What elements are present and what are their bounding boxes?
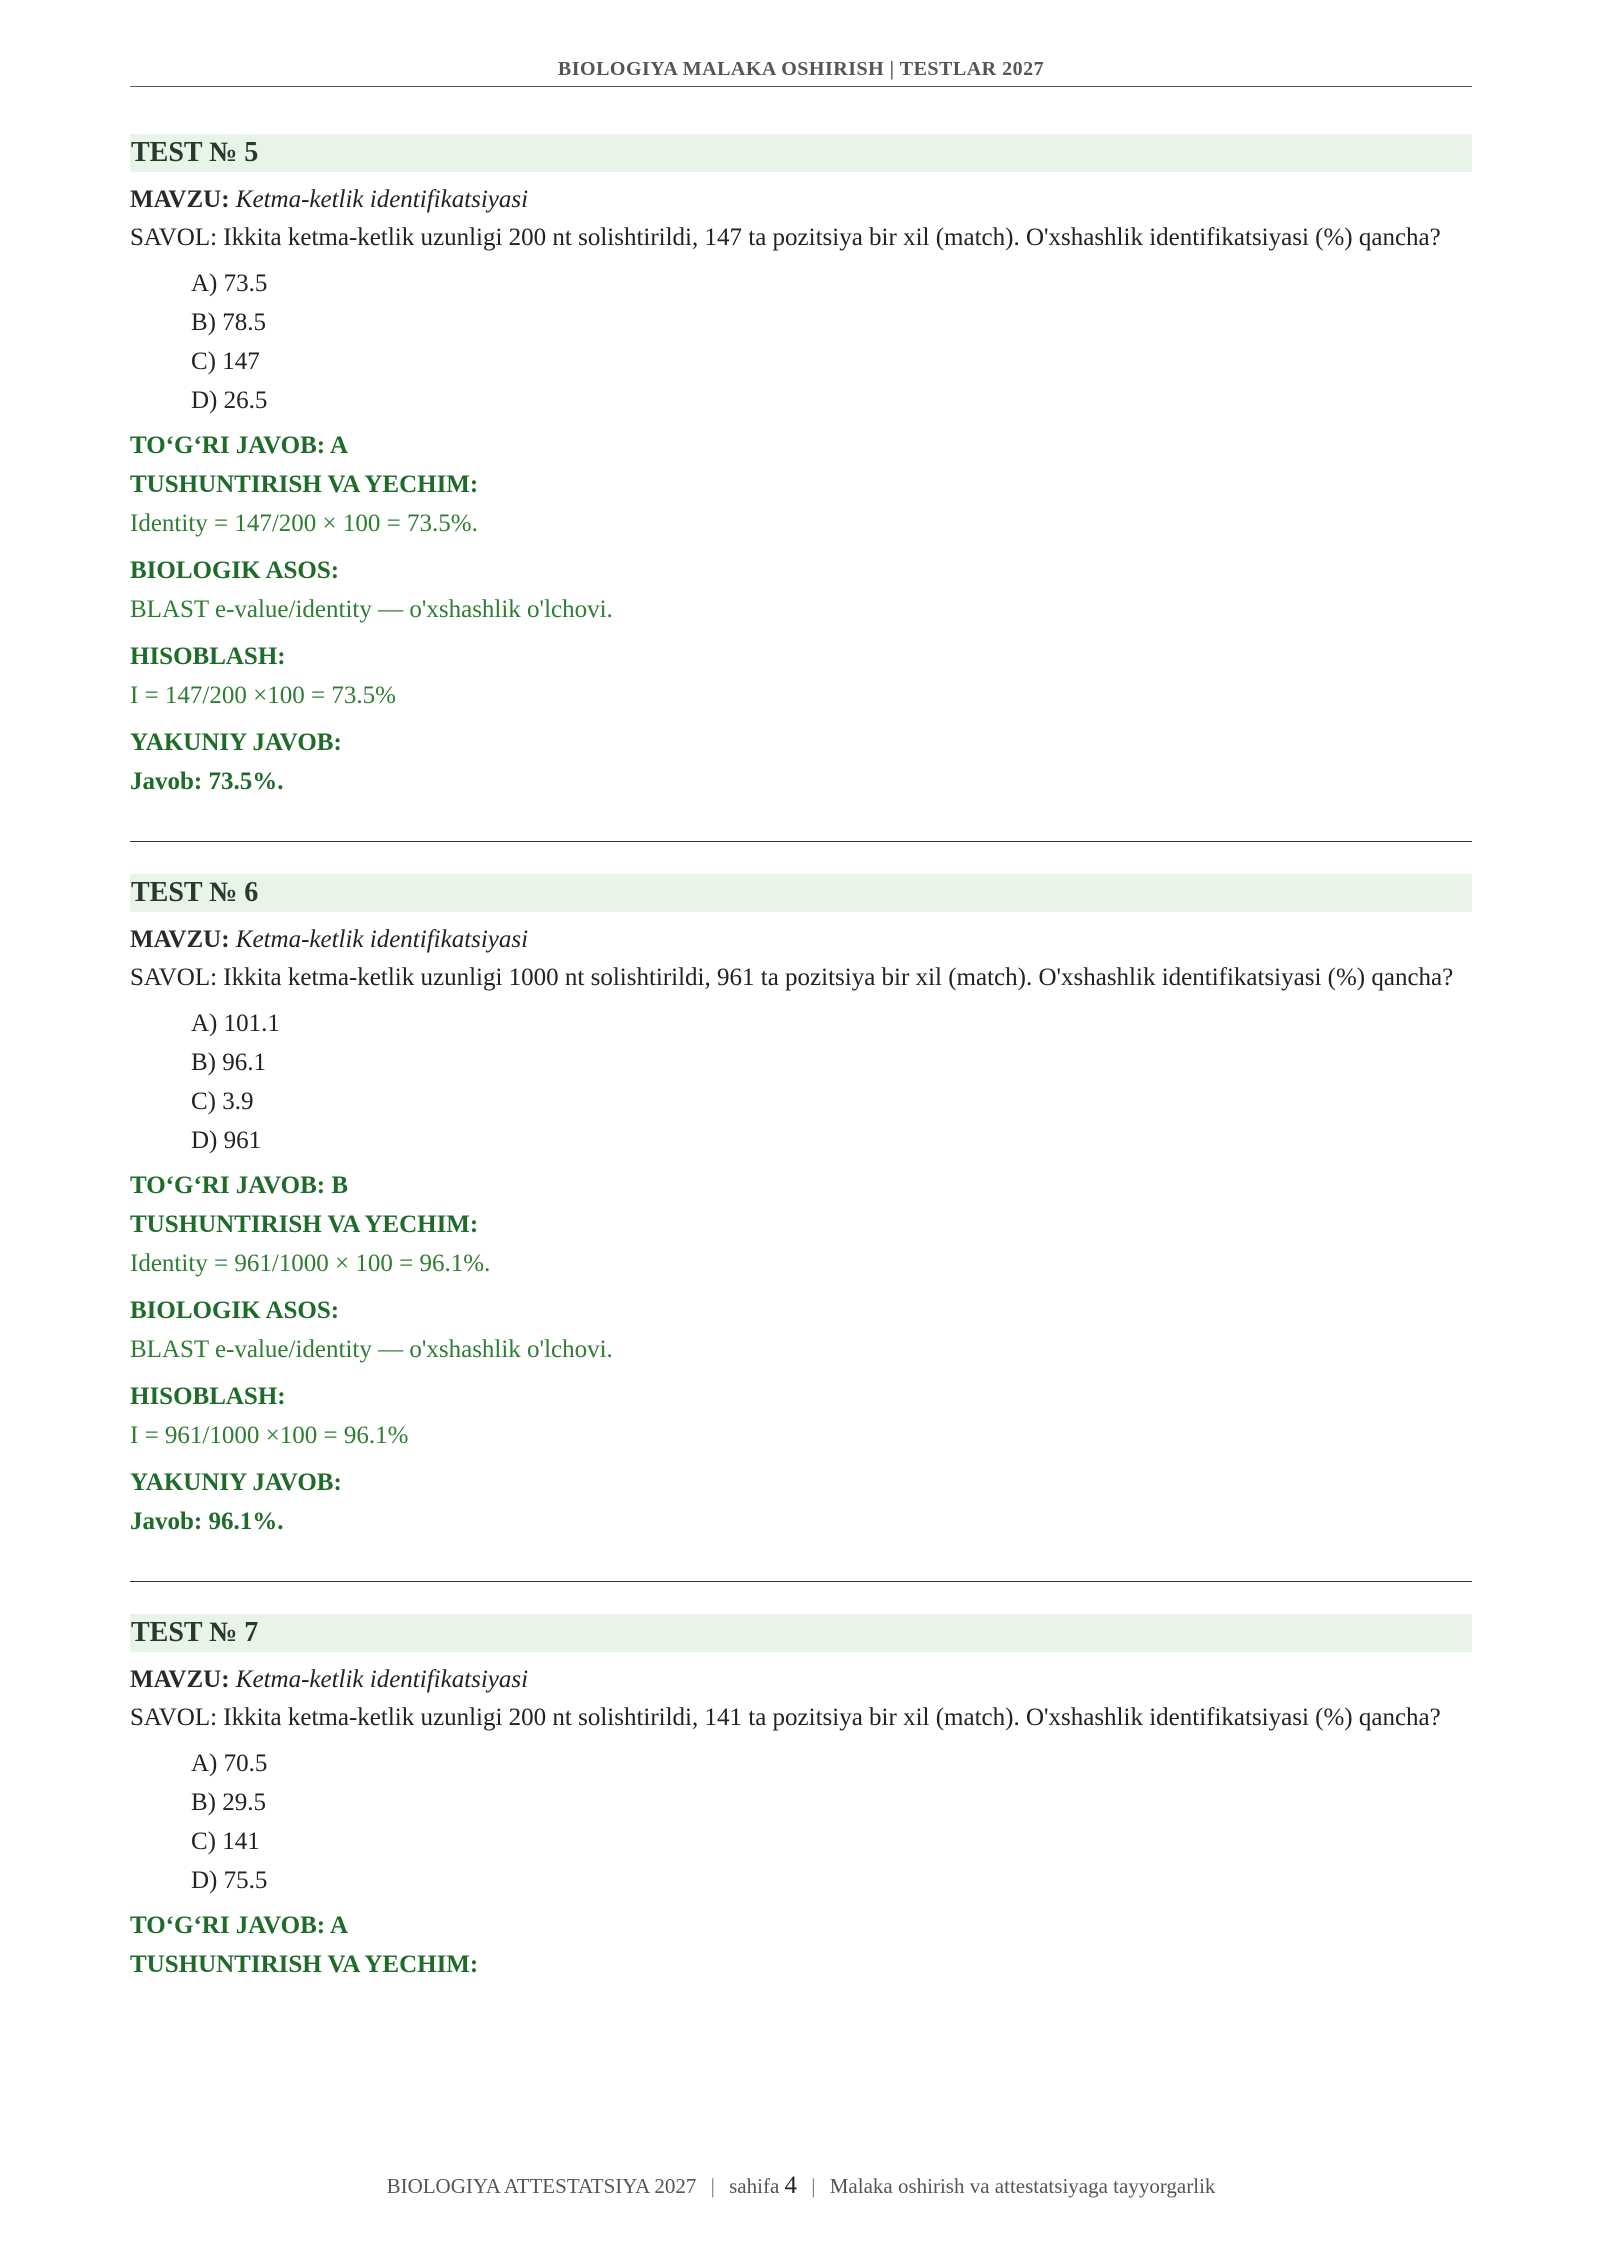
option-b: B) 78.5 [191,309,266,336]
page-content [130,134,1472,1984]
page-number: 4 [784,2172,798,2199]
option-c: C) 147 [191,348,260,375]
option-d: D) 75.5 [191,1867,268,1894]
option-b: B) 29.5 [191,1789,266,1816]
calc-heading: HISOBLASH: [130,643,286,670]
footer-separator: | [710,2174,715,2198]
topic-label: MAVZU: [130,1666,230,1693]
explanation-heading: TUSHUNTIRISH VA YECHIM: [130,471,479,498]
topic-value: Ketma-ketlik identifikatsiyasi [235,186,529,213]
final-answer: Javob: 96.1%. [130,1508,284,1535]
explanation-heading: TUSHUNTIRISH VA YECHIM: [130,1211,479,1238]
correct-answer: TO‘G‘RI JAVOB: A [130,432,349,459]
test-block [130,1614,1472,1984]
option-d: D) 26.5 [191,387,268,414]
test-heading: TEST № 5 [130,134,1472,172]
running-header: BIOLOGIYA MALAKA OSHIRISH | TESTLAR 2027 [130,58,1472,87]
basis-text: BLAST e-value/identity — o'xshashlik o'lchovi. [130,1336,613,1363]
footer-separator: | [811,2174,816,2198]
final-answer: Javob: 73.5%. [130,768,284,795]
question-text: SAVOL: Ikkita ketma-ketlik uzunligi 1000 nt solishtirildi, 961 ta pozitsiya bir xil (match). O'xshashlik identifikatsiyasi (%) qancha? [130,964,1454,991]
topic-label: MAVZU: [130,926,230,953]
question-text: SAVOL: Ikkita ketma-ketlik uzunligi 200 nt solishtirildi, 147 ta pozitsiya bir xil (match). O'xshashlik identifikatsiyasi (%) qancha? [130,224,1441,251]
topic-line [130,920,1472,959]
option-c: C) 3.9 [191,1088,254,1115]
calc-heading: HISOBLASH: [130,1383,286,1410]
topic-line [130,180,1472,219]
topic-value: Ketma-ketlik identifikatsiyasi [235,926,529,953]
topic-line [130,1660,1472,1699]
question-text: SAVOL: Ikkita ketma-ketlik uzunligi 200 nt solishtirildi, 141 ta pozitsiya bir xil (match). O'xshashlik identifikatsiyasi (%) qancha? [130,1704,1441,1731]
page-footer [130,2172,1472,2200]
footer-subtitle: Malaka oshirish va attestatsiyaga tayyorgarlik [829,2174,1216,2198]
test-heading: TEST № 6 [130,874,1472,912]
explanation-text: Identity = 147/200 × 100 = 73.5%. [130,510,478,537]
option-a: A) 73.5 [191,270,268,297]
calc-text: I = 147/200 ×100 = 73.5% [130,682,396,709]
explanation-text: Identity = 961/1000 × 100 = 96.1%. [130,1250,491,1277]
section-divider [130,841,1472,842]
basis-heading: BIOLOGIK ASOS: [130,557,340,584]
basis-heading: BIOLOGIK ASOS: [130,1297,340,1324]
option-d: D) 961 [191,1127,262,1154]
section-divider [130,1581,1472,1582]
document-page [130,0,1472,2262]
answer-options [191,264,1472,420]
option-a: A) 101.1 [191,1010,280,1037]
final-heading: YAKUNIY JAVOB: [130,1469,342,1496]
topic-value: Ketma-ketlik identifikatsiyasi [235,1666,529,1693]
final-heading: YAKUNIY JAVOB: [130,729,342,756]
calc-text: I = 961/1000 ×100 = 96.1% [130,1422,409,1449]
test-block [130,874,1472,1541]
option-a: A) 70.5 [191,1750,268,1777]
correct-answer: TO‘G‘RI JAVOB: B [130,1172,349,1199]
footer-title: BIOLOGIYA ATTESTATSIYA 2027 [386,2174,697,2198]
answer-options [191,1744,1472,1900]
correct-answer: TO‘G‘RI JAVOB: A [130,1912,349,1939]
explanation-heading: TUSHUNTIRISH VA YECHIM: [130,1951,479,1978]
footer-page-label: sahifa [729,2174,780,2198]
option-c: C) 141 [191,1828,260,1855]
test-heading: TEST № 7 [130,1614,1472,1652]
option-b: B) 96.1 [191,1049,266,1076]
basis-text: BLAST e-value/identity — o'xshashlik o'lchovi. [130,596,613,623]
topic-label: MAVZU: [130,186,230,213]
answer-options [191,1004,1472,1160]
test-block [130,134,1472,801]
